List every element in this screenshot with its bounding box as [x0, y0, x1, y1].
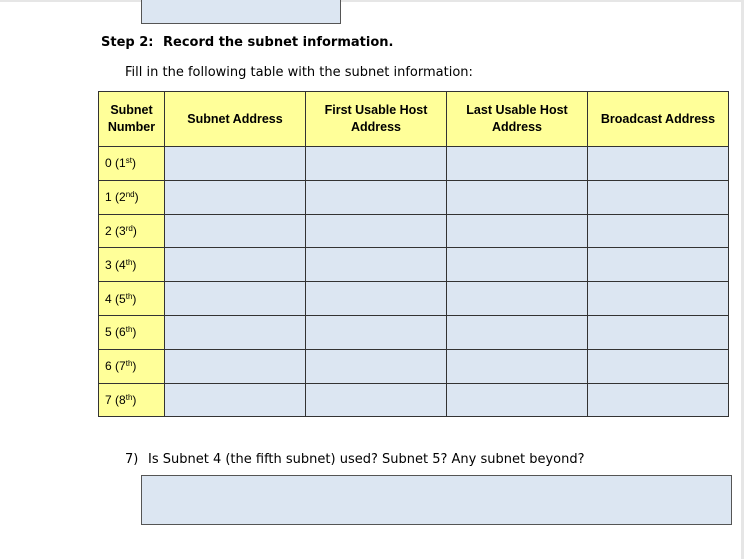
subnet-ordinal: 7: [119, 359, 126, 374]
last-usable-host-cell[interactable]: [447, 248, 588, 282]
table-row: [99, 180, 729, 214]
subnet-ordinal: 4: [119, 257, 126, 272]
first-usable-host-cell[interactable]: [306, 383, 447, 417]
table-row: [99, 282, 729, 316]
subnet-number-cell: 5 (6th): [99, 315, 165, 349]
broadcast-address-cell[interactable]: [588, 383, 729, 417]
ordinal-suffix: st: [125, 156, 132, 166]
first-usable-host-cell[interactable]: [306, 315, 447, 349]
table-row: [99, 214, 729, 248]
first-usable-host-cell[interactable]: [306, 282, 447, 316]
ordinal-suffix: nd: [125, 190, 135, 200]
step-title: Record the subnet information.: [163, 35, 394, 50]
table-row: [99, 349, 729, 383]
subnet-ordinal: 2: [119, 190, 126, 205]
ordinal-suffix: th: [125, 392, 133, 402]
table-row: [99, 248, 729, 282]
subnet-number-cell: 4 (5th): [99, 282, 165, 316]
subnet-ordinal: 3: [119, 223, 126, 238]
subnet-table: [98, 91, 729, 417]
header-subnet-number: Subnet Number: [99, 92, 165, 147]
last-usable-host-cell[interactable]: [447, 147, 588, 181]
table-row: [99, 315, 729, 349]
subnet-ordinal: 1: [119, 156, 126, 171]
subnet-number: 0: [105, 156, 112, 171]
ordinal-suffix: th: [125, 359, 133, 369]
subnet-number: 3: [105, 257, 112, 272]
subnet-number: 4: [105, 291, 112, 306]
broadcast-address-cell[interactable]: [588, 315, 729, 349]
question-text: Is Subnet 4 (the fifth subnet) used? Subnet 5? Any subnet beyond?: [148, 452, 585, 467]
table-row: [99, 383, 729, 417]
ordinal-suffix: th: [125, 325, 133, 335]
subnet-number-cell: 1 (2nd): [99, 180, 165, 214]
subnet-address-cell[interactable]: [165, 383, 306, 417]
subnet-ordinal: 6: [119, 325, 126, 340]
table-row: [99, 147, 729, 181]
first-usable-host-cell[interactable]: [306, 349, 447, 383]
last-usable-host-cell[interactable]: [447, 383, 588, 417]
subnet-address-cell[interactable]: [165, 214, 306, 248]
last-usable-host-cell[interactable]: [447, 214, 588, 248]
first-usable-host-cell[interactable]: [306, 248, 447, 282]
header-last-usable-host: Last Usable Host Address: [447, 92, 588, 147]
ordinal-suffix: th: [125, 291, 133, 301]
subnet-address-cell[interactable]: [165, 349, 306, 383]
instruction-text: Fill in the following table with the subnet information:: [125, 65, 473, 80]
subnet-number: 6: [105, 359, 112, 374]
header-row: [99, 92, 729, 147]
first-usable-host-cell[interactable]: [306, 180, 447, 214]
first-usable-host-cell[interactable]: [306, 214, 447, 248]
previous-answer-box[interactable]: [141, 0, 341, 24]
subnet-number: 7: [105, 392, 112, 407]
page-top-edge: [0, 0, 744, 2]
header-broadcast-address: Broadcast Address: [588, 92, 729, 147]
broadcast-address-cell[interactable]: [588, 180, 729, 214]
header-first-usable-host: First Usable Host Address: [306, 92, 447, 147]
broadcast-address-cell[interactable]: [588, 147, 729, 181]
broadcast-address-cell[interactable]: [588, 214, 729, 248]
ordinal-suffix: th: [125, 257, 133, 267]
subnet-number: 1: [105, 190, 112, 205]
subnet-address-cell[interactable]: [165, 180, 306, 214]
first-usable-host-cell[interactable]: [306, 147, 447, 181]
subnet-number-cell: 7 (8th): [99, 383, 165, 417]
subnet-address-cell[interactable]: [165, 248, 306, 282]
subnet-ordinal: 5: [119, 291, 126, 306]
broadcast-address-cell[interactable]: [588, 248, 729, 282]
last-usable-host-cell[interactable]: [447, 315, 588, 349]
subnet-address-cell[interactable]: [165, 315, 306, 349]
subnet-number: 5: [105, 325, 112, 340]
question-7: [125, 452, 584, 467]
question-number: 7): [125, 452, 139, 467]
last-usable-host-cell[interactable]: [447, 349, 588, 383]
step-heading: [101, 35, 393, 50]
last-usable-host-cell[interactable]: [447, 180, 588, 214]
header-subnet-address: Subnet Address: [165, 92, 306, 147]
subnet-address-cell[interactable]: [165, 147, 306, 181]
subnet-address-cell[interactable]: [165, 282, 306, 316]
question-7-answer-box[interactable]: [141, 475, 732, 525]
ordinal-suffix: rd: [125, 223, 133, 233]
subnet-number-cell: 0 (1st): [99, 147, 165, 181]
table-body: [99, 147, 729, 417]
subnet-number-cell: 2 (3rd): [99, 214, 165, 248]
subnet-ordinal: 8: [119, 392, 126, 407]
subnet-number: 2: [105, 223, 112, 238]
subnet-number-cell: 3 (4th): [99, 248, 165, 282]
last-usable-host-cell[interactable]: [447, 282, 588, 316]
broadcast-address-cell[interactable]: [588, 349, 729, 383]
broadcast-address-cell[interactable]: [588, 282, 729, 316]
step-number: Step 2:: [101, 35, 154, 50]
subnet-number-cell: 6 (7th): [99, 349, 165, 383]
